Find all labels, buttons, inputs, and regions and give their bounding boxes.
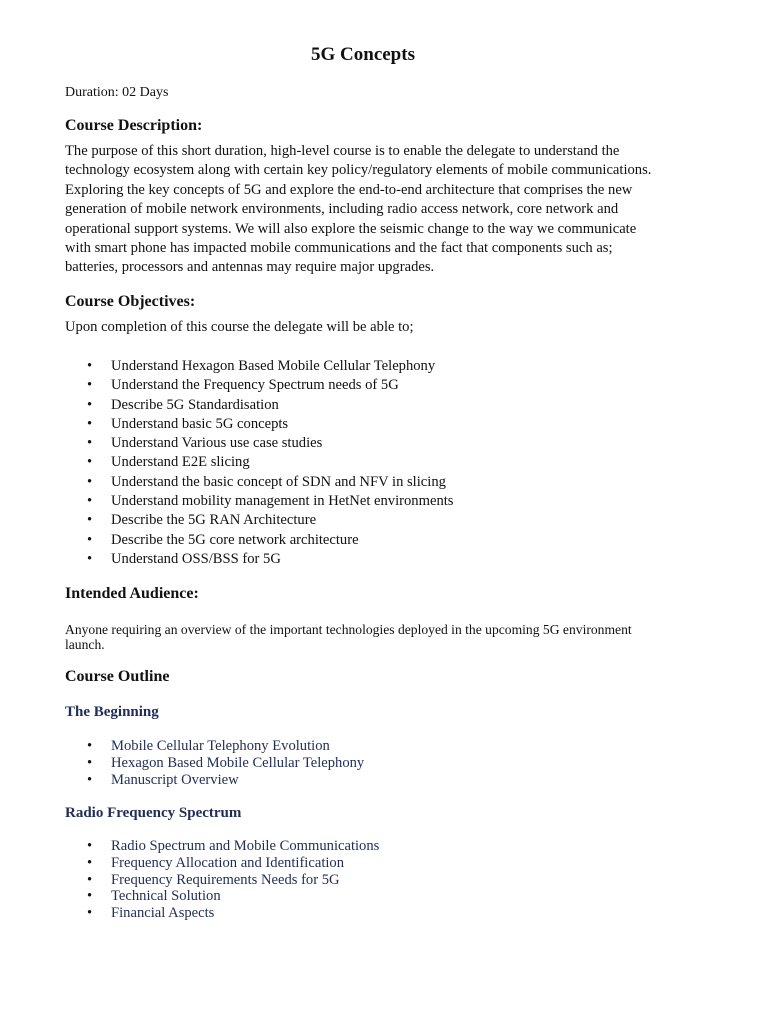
- course-description-heading: Course Description:: [65, 117, 203, 134]
- list-item: [0, 855, 379, 872]
- outline-item-text: Financial Aspects: [111, 905, 215, 922]
- list-item: [0, 888, 379, 905]
- objective-text: Understand E2E slicing: [111, 454, 250, 471]
- bullet-icon: •: [87, 493, 93, 510]
- bullet-icon: •: [87, 754, 93, 771]
- list-item: [0, 838, 379, 855]
- list-item: [0, 872, 379, 889]
- outline-list-radio-frequency-spectrum: [0, 838, 379, 922]
- duration-text: Duration: 02 Days: [65, 85, 169, 100]
- objective-text: Understand Various use case studies: [111, 435, 323, 452]
- objective-text: Understand Hexagon Based Mobile Cellular Telephony: [111, 358, 436, 374]
- bullet-icon: •: [87, 888, 93, 905]
- bullet-icon: •: [87, 771, 93, 788]
- course-objectives-heading: Course Objectives:: [65, 293, 196, 310]
- description-line: batteries, processors and antennas may require major upgrades.: [65, 259, 435, 276]
- objective-text: Understand basic 5G concepts: [111, 415, 289, 432]
- outline-item-text: Manuscript Overview: [111, 771, 239, 788]
- description-line: operational support systems. We will also explore the seismic change to the way we communicate: [65, 220, 637, 237]
- bullet-icon: •: [87, 854, 93, 871]
- list-item: [0, 357, 453, 376]
- list-item: [0, 531, 453, 550]
- objectives-list: [0, 357, 453, 569]
- intended-audience-paragraph: [65, 622, 705, 652]
- list-item: [0, 738, 364, 755]
- course-description-paragraph: [65, 142, 705, 278]
- list-item: [0, 511, 453, 530]
- list-item: [0, 415, 453, 434]
- section-title-radio-frequency-spectrum: Radio Frequency Spectrum: [65, 805, 242, 821]
- bullet-icon: •: [87, 377, 93, 394]
- list-item: [0, 905, 379, 922]
- intended-audience-heading: Intended Audience:: [65, 585, 199, 602]
- section-title-the-beginning: The Beginning: [65, 704, 159, 720]
- bullet-icon: •: [87, 512, 93, 529]
- course-outline-heading: Course Outline: [65, 668, 170, 685]
- bullet-icon: •: [87, 415, 93, 432]
- description-line: with smart phone has impacted mobile communications and the fact that components such as;: [65, 240, 613, 257]
- list-item: [0, 550, 453, 569]
- description-line: The purpose of this short duration, high-level course is to enable the delegate to understand the: [65, 143, 620, 159]
- outline-item-text: Radio Spectrum and Mobile Communications: [111, 838, 380, 854]
- audience-line: launch.: [65, 637, 105, 652]
- bullet-icon: •: [87, 358, 93, 374]
- outline-item-text: Frequency Requirements Needs for 5G: [111, 871, 340, 888]
- description-line: technology ecosystem along with certain key policy/regulatory elements of mobile communications.: [65, 162, 652, 179]
- outline-item-text: Mobile Cellular Telephony Evolution: [111, 738, 330, 754]
- bullet-icon: •: [87, 838, 93, 854]
- objective-text: Understand the Frequency Spectrum needs of 5G: [111, 377, 399, 394]
- list-item: [0, 396, 453, 415]
- objective-text: Understand mobility management in HetNet environments: [111, 493, 454, 510]
- list-item: [0, 453, 453, 472]
- objective-text: Describe 5G Standardisation: [111, 396, 279, 413]
- bullet-icon: •: [87, 871, 93, 888]
- objective-text: Describe the 5G RAN Architecture: [111, 512, 317, 529]
- bullet-icon: •: [87, 531, 93, 548]
- list-item: [0, 434, 453, 453]
- description-line: generation of mobile network environments, including radio access network, core network and: [65, 201, 619, 218]
- outline-list-the-beginning: [0, 738, 364, 788]
- outline-item-text: Frequency Allocation and Identification: [111, 854, 345, 871]
- bullet-icon: •: [87, 550, 93, 567]
- objective-text: Understand the basic concept of SDN and NFV in slicing: [111, 473, 446, 490]
- outline-item-text: Hexagon Based Mobile Cellular Telephony: [111, 754, 365, 771]
- list-item: [0, 772, 364, 789]
- bullet-icon: •: [87, 738, 93, 754]
- list-item: [0, 376, 453, 395]
- bullet-icon: •: [87, 396, 93, 413]
- bullet-icon: •: [87, 473, 93, 490]
- audience-line: Anyone requiring an overview of the important technologies deployed in the upcoming 5G environment: [65, 622, 632, 637]
- objective-text: Describe the 5G core network architecture: [111, 531, 359, 548]
- page-title: 5G Concepts: [311, 44, 415, 65]
- list-item: [0, 492, 453, 511]
- objective-text: Understand OSS/BSS for 5G: [111, 550, 281, 567]
- bullet-icon: •: [87, 454, 93, 471]
- course-objectives-intro: Upon completion of this course the delegate will be able to;: [65, 319, 414, 335]
- list-item: [0, 755, 364, 772]
- outline-item-text: Technical Solution: [111, 888, 221, 905]
- description-line: Exploring the key concepts of 5G and explore the end-to-end architecture that comprises the new: [65, 181, 633, 198]
- bullet-icon: •: [87, 435, 93, 452]
- bullet-icon: •: [87, 905, 93, 922]
- list-item: [0, 473, 453, 492]
